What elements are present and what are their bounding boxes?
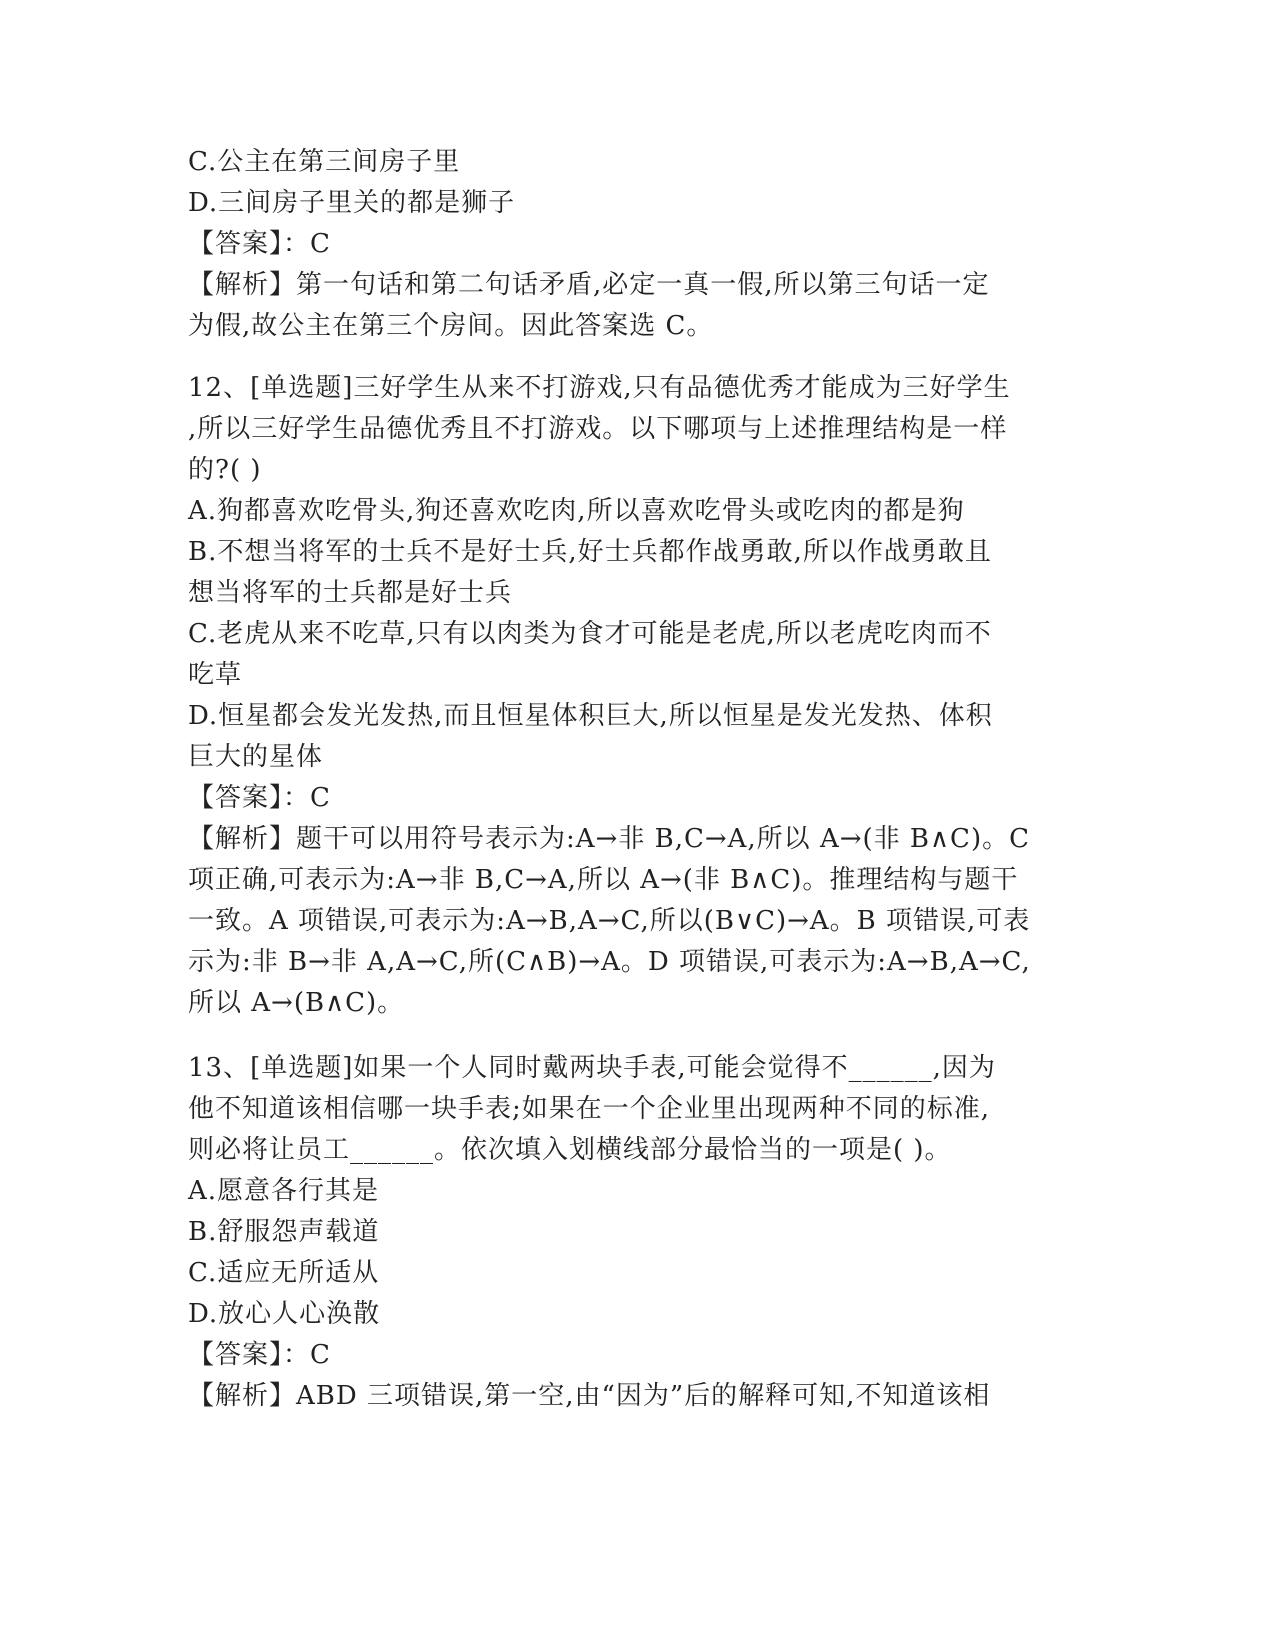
q12-stem-line: ,所以三好学生品德优秀且不打游戏。以下哪项与上述推理结构是一样 <box>188 414 1008 444</box>
q12-option-d-cont: 巨大的星体 <box>188 742 324 772</box>
q13-stem-line: 则必将让员工______。依次填入划横线部分最恰当的一项是( )。 <box>188 1135 952 1165</box>
q13-option-c: C.适应无所适从 <box>188 1258 380 1288</box>
q13-stem-line: 13、[单选题]如果一个人同时戴两块手表,可能会觉得不______,因为 <box>188 1053 996 1083</box>
q12-option-b-cont: 想当将军的士兵都是好士兵 <box>188 578 513 608</box>
q12-option-b: B.不想当将军的士兵不是好士兵,好士兵都作战勇敢,所以作战勇敢且 <box>188 537 992 567</box>
q11-option-c: C.公主在第三间房子里 <box>188 147 461 177</box>
q12-analysis-line: 【解析】题干可以用符号表示为:A→非 B,C→A,所以 A→(非 B∧C)。C <box>188 824 1030 854</box>
q13-option-b: B.舒服怨声载道 <box>188 1217 380 1247</box>
q13-answer: 【答案】：C <box>188 1340 331 1370</box>
q13-stem-line: 他不知道该相信哪一块手表;如果在一个企业里出现两种不同的标准, <box>188 1094 991 1124</box>
q13-option-d: D.放心人心涣散 <box>188 1299 381 1329</box>
q12-stem-line: 的?( ) <box>188 455 262 485</box>
q12-stem-line: 12、[单选题]三好学生从来不打游戏,只有品德优秀才能成为三好学生 <box>188 373 1011 403</box>
q11-analysis-line: 【解析】第一句话和第二句话矛盾,必定一真一假,所以第三句话一定 <box>188 270 990 300</box>
q12-analysis-line: 所以 A→(B∧C)。 <box>188 988 405 1018</box>
q13-option-a: A.愿意各行其是 <box>188 1176 380 1206</box>
q12-analysis-line: 一致。A 项错误,可表示为:A→B,A→C,所以(B∨C)→A。B 项错误,可表 <box>188 906 1031 936</box>
q11-answer: 【答案】：C <box>188 229 331 259</box>
q11-analysis-line: 为假,故公主在第三个房间。因此答案选 C。 <box>188 311 714 341</box>
q11-option-d: D.三间房子里关的都是狮子 <box>188 188 516 218</box>
q13-analysis-line: 【解析】ABD 三项错误,第一空,由“因为”后的解释可知,不知道该相 <box>188 1381 991 1411</box>
q12-option-c-cont: 吃草 <box>188 660 243 690</box>
q12-option-d: D.恒星都会发光发热,而且恒星体积巨大,所以恒星是发光发热、体积 <box>188 701 993 731</box>
q12-analysis-line: 示为:非 B→非 A,A→C,所(C∧B)→A。D 项错误,可表示为:A→B,A→C, <box>188 947 1031 977</box>
q12-analysis-line: 项正确,可表示为:A→非 B,C→A,所以 A→(非 B∧C)。推理结构与题干 <box>188 865 1019 895</box>
q12-option-c: C.老虎从来不吃草,只有以肉类为食才可能是老虎,所以老虎吃肉而不 <box>188 619 992 649</box>
q12-option-a: A.狗都喜欢吃骨头,狗还喜欢吃肉,所以喜欢吃骨头或吃肉的都是狗 <box>188 496 965 526</box>
q12-answer: 【答案】：C <box>188 783 331 813</box>
